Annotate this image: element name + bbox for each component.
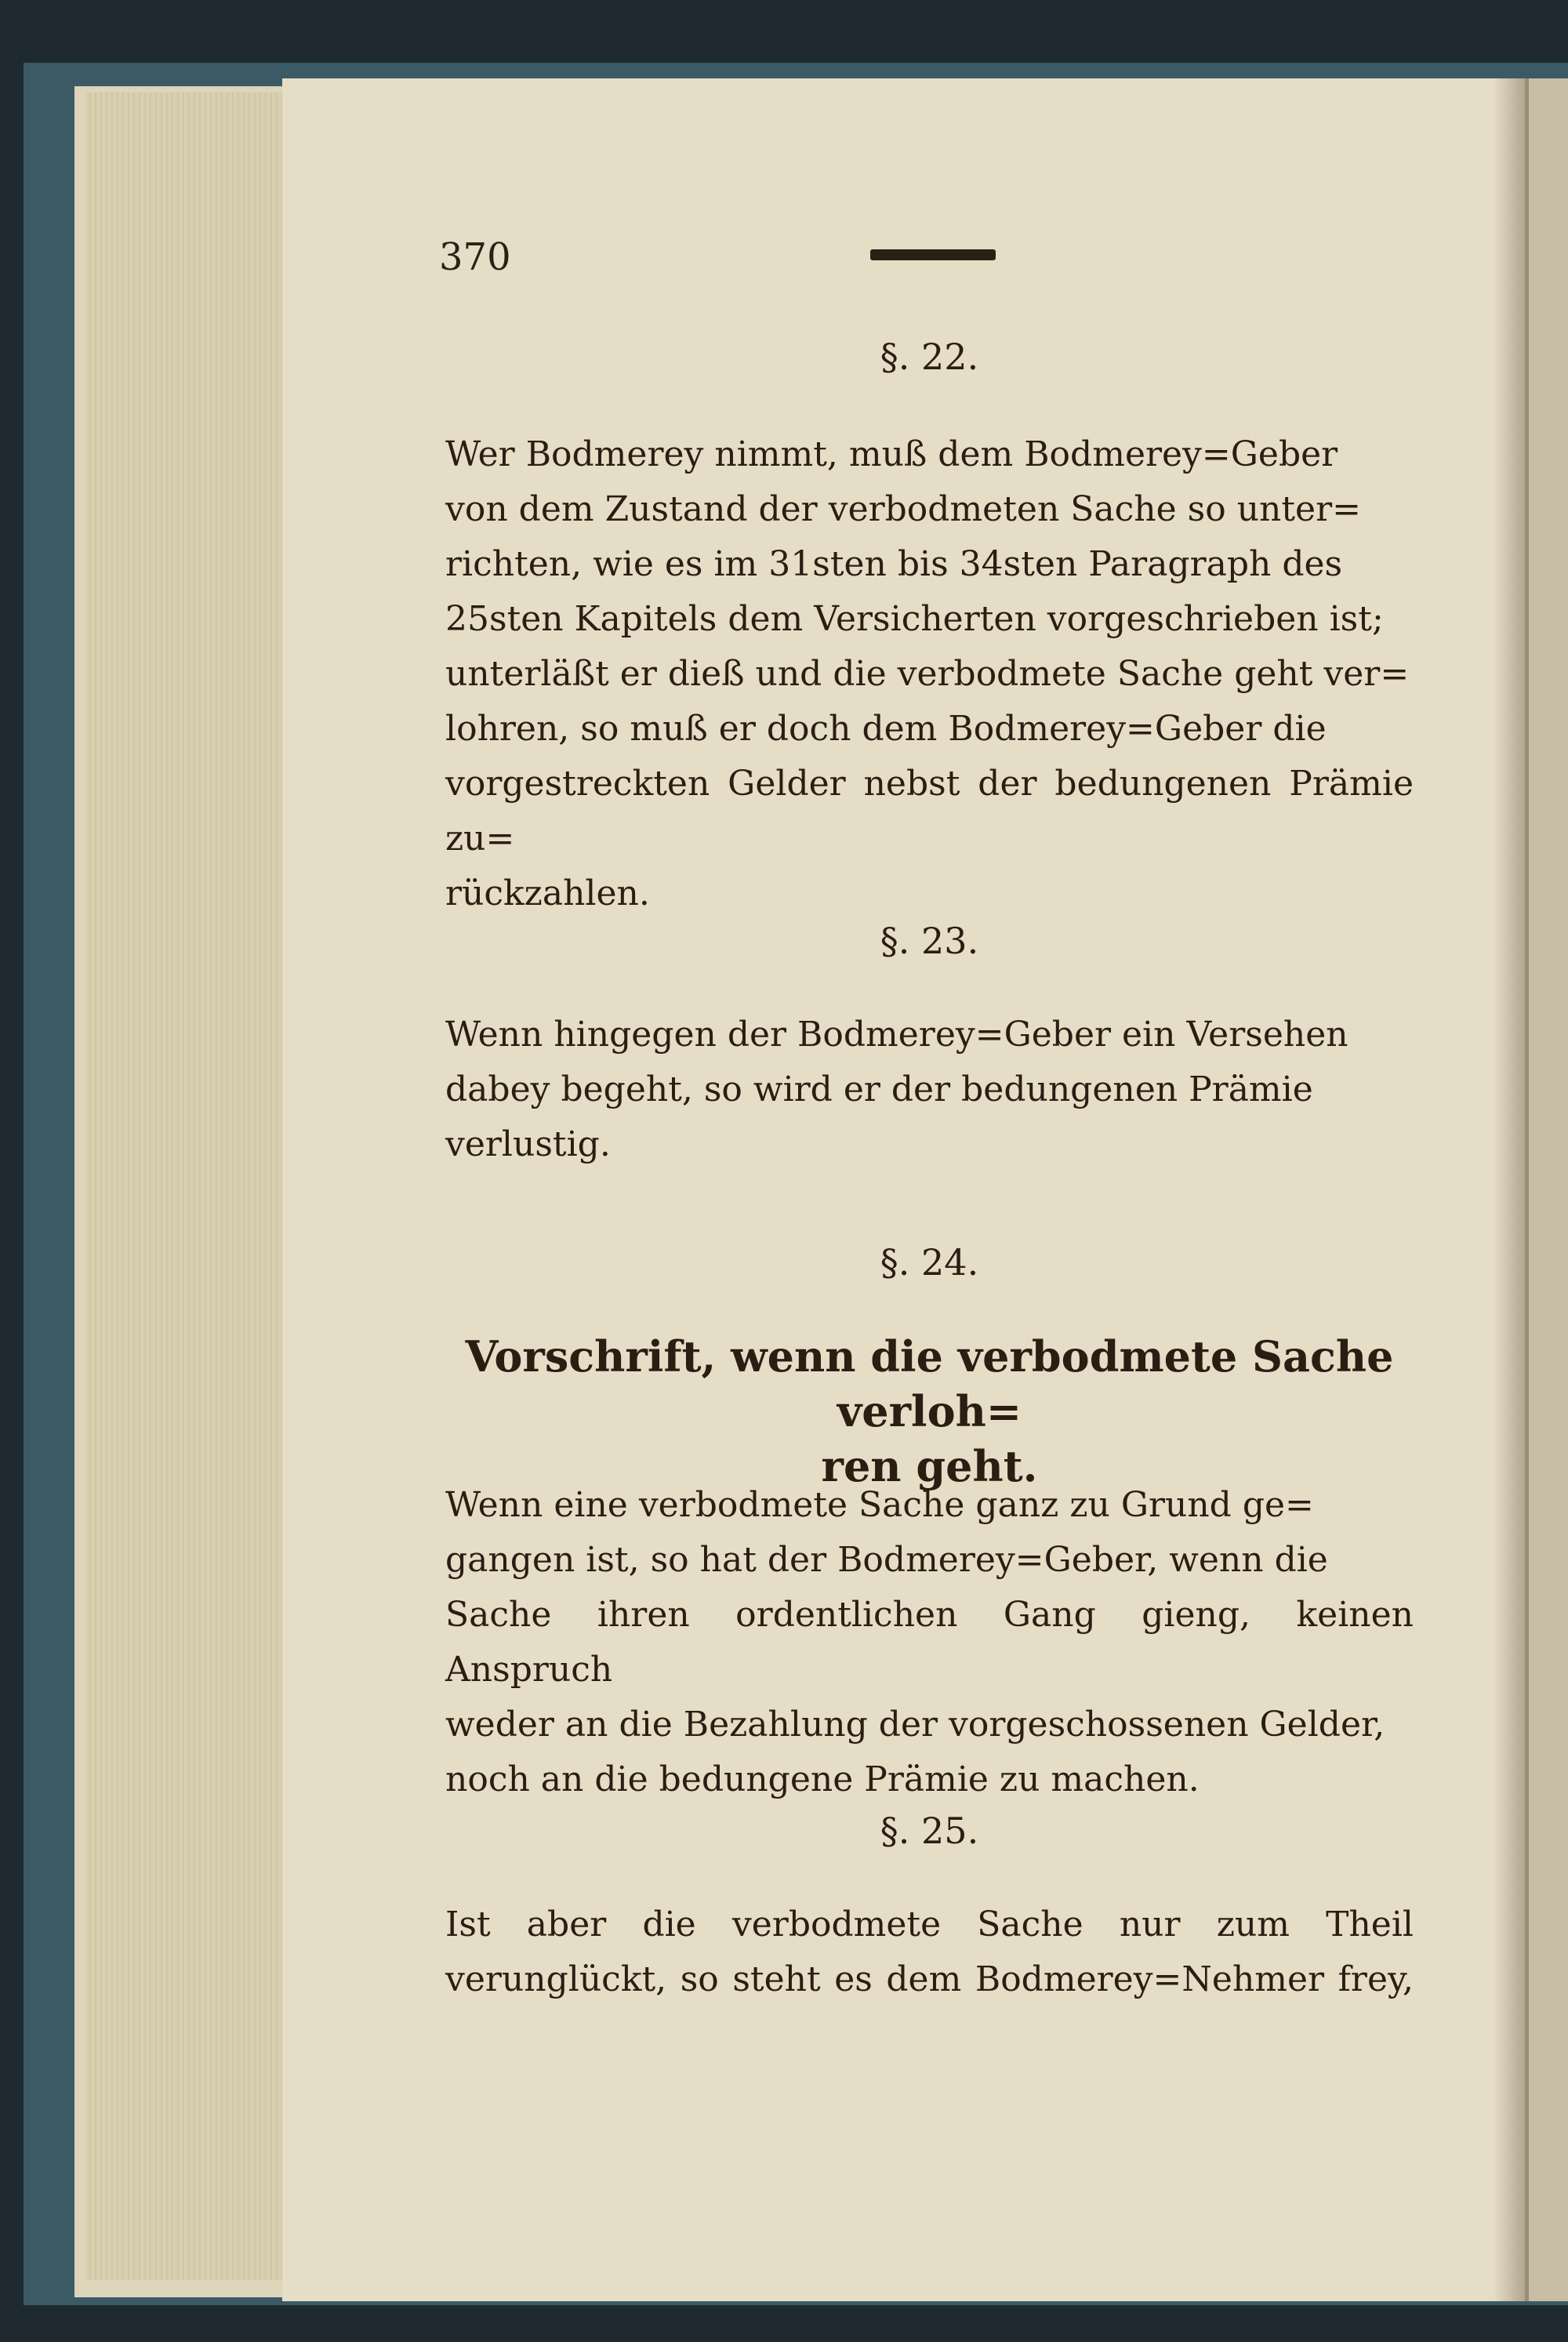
body-line: noch an die bedungene Prämie zu machen. xyxy=(445,1759,1200,1799)
section-23-body xyxy=(445,1008,1414,1172)
body-line: gangen ist, so hat der Bodmerey=Geber, wenn die xyxy=(445,1540,1328,1580)
section-24-number: §. 24. xyxy=(880,1241,979,1284)
section-24-body xyxy=(445,1478,1414,1807)
section-24-heading xyxy=(445,1329,1414,1494)
body-line: von dem Zustand der verbodmeten Sache so unter= xyxy=(445,489,1361,529)
header-rule xyxy=(870,249,996,260)
body-line: verunglückt, so steht es dem Bodmerey=Nehmer frey, xyxy=(445,1959,1414,1999)
body-line: Sache ihren ordentlichen Gang gieng, keinen Anspruch xyxy=(445,1595,1414,1690)
facing-page-edge xyxy=(1525,78,1568,2301)
body-line: weder an die Bezahlung der vorgeschossenen Gelder, xyxy=(445,1705,1385,1745)
section-22-body xyxy=(445,427,1414,921)
section-25-body xyxy=(445,1897,1414,2007)
body-line: unterläßt er dieß und die verbodmete Sache geht ver= xyxy=(445,654,1410,694)
body-line: Wer Bodmerey nimmt, muß dem Bodmerey=Geber xyxy=(445,434,1338,474)
page-number: 370 xyxy=(439,235,511,279)
body-line: vorgestreckten Gelder nebst der bedungenen Prämie zu= xyxy=(445,764,1414,859)
section-23-number: §. 23. xyxy=(880,920,979,962)
body-line: rückzahlen. xyxy=(445,873,650,913)
section-22-number: §. 22. xyxy=(880,336,979,378)
body-line: Ist aber die verbodmete Sache nur zum Theil xyxy=(445,1904,1414,1944)
heading-line: Vorschrift, wenn die verbodmete Sache verloh= xyxy=(465,1331,1394,1436)
body-line: 25sten Kapitels dem Versicherten vorgeschrieben ist; xyxy=(445,599,1384,639)
body-line: Wenn eine verbodmete Sache ganz zu Grund ge= xyxy=(445,1485,1314,1525)
page-edges xyxy=(86,93,282,2280)
body-line: richten, wie es im 31sten bis 34sten Paragraph des xyxy=(445,544,1343,584)
body-line: verlustig. xyxy=(445,1124,611,1164)
section-25-number: §. 25. xyxy=(880,1810,979,1852)
body-line: Wenn hingegen der Bodmerey=Geber ein Versehen xyxy=(445,1015,1348,1055)
heading-line: ren geht. xyxy=(821,1441,1038,1491)
body-line: lohren, so muß er doch dem Bodmerey=Geber die xyxy=(445,709,1327,749)
body-line: dabey begeht, so wird er der bedungenen Prämie xyxy=(445,1069,1313,1109)
page-gutter-shadow xyxy=(1494,78,1529,2301)
